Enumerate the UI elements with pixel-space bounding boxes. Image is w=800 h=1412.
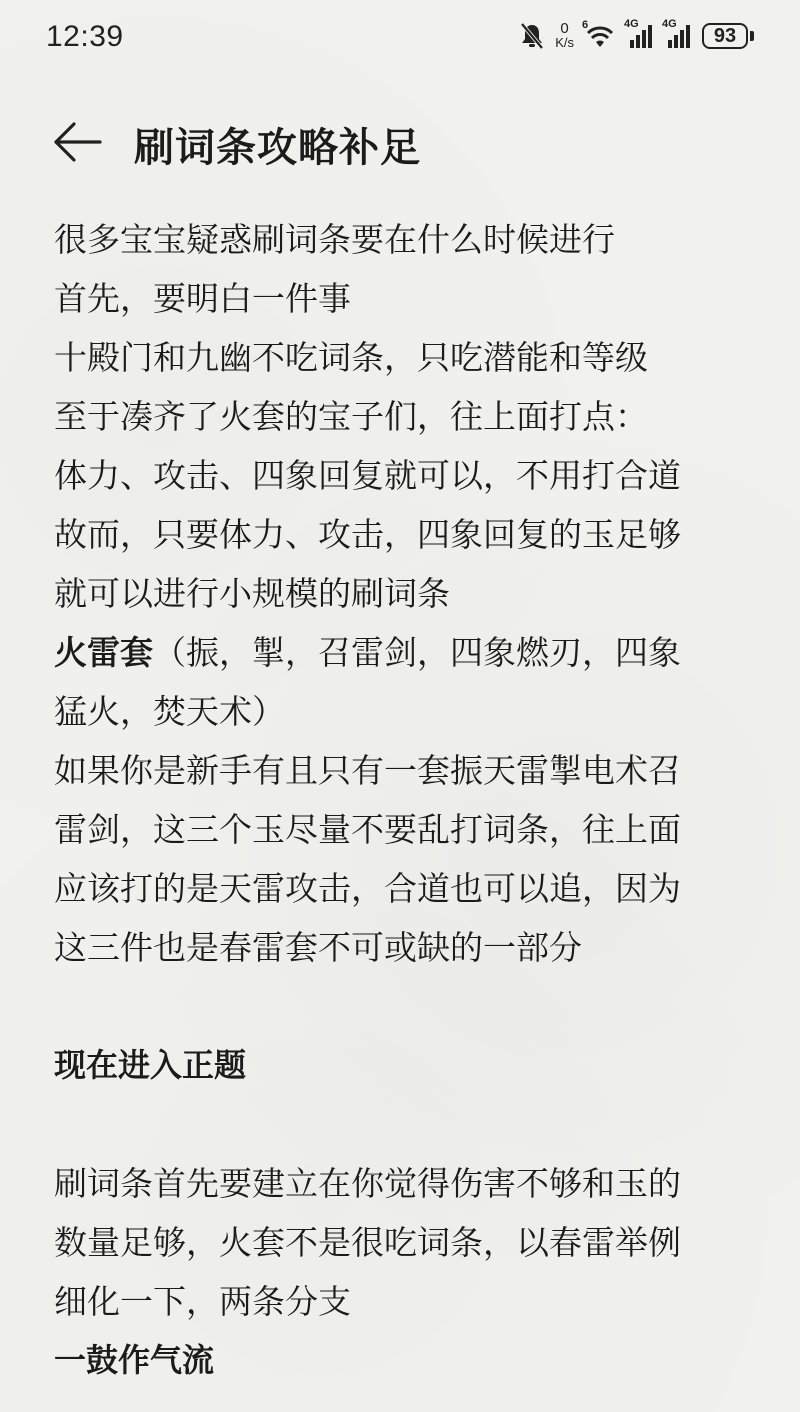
signal-icon-2 <box>662 18 692 50</box>
text-line: 故而，只要体力、攻击，四象回复的玉足够 <box>54 515 681 554</box>
signal-2-label: 4G <box>662 18 677 30</box>
wifi-icon <box>582 19 616 49</box>
status-time: 12:39 <box>46 20 124 53</box>
status-icons <box>519 18 754 50</box>
text-line: 这三件也是春雷套不可或缺的一部分 <box>54 928 582 967</box>
blank-line <box>54 977 754 1036</box>
network-speed-value: 0 <box>560 20 569 37</box>
article-content <box>54 210 754 1390</box>
page-title: 刷词条攻略补足 <box>134 125 421 171</box>
blank-line <box>54 1095 754 1154</box>
signal-icon-1 <box>624 18 654 50</box>
text-line: 至于凑齐了火套的宝子们，往上面打点： <box>54 397 648 436</box>
text-line: 雷剑，这三个玉尽量不要乱打词条，往上面 <box>54 810 681 849</box>
text-line-fire-set <box>54 623 754 682</box>
network-speed <box>555 22 574 50</box>
text-line: 刷词条首先要建立在你觉得伤害不够和玉的 <box>54 1164 681 1203</box>
battery-icon <box>702 23 754 49</box>
text-line: 十殿门和九幽不吃词条，只吃潜能和等级 <box>54 338 648 377</box>
fire-set-label: 火雷套 <box>54 633 153 672</box>
text-line: 猛火，焚天术） <box>54 692 285 731</box>
section-heading: 现在进入正题 <box>54 1046 247 1084</box>
text-line: 如果你是新手有且只有一套振天雷掣电术召 <box>54 751 681 790</box>
text-line: 数量足够，火套不是很吃词条，以春雷举例 <box>54 1223 681 1262</box>
wifi-label: 6 <box>582 19 589 31</box>
text-line: 体力、攻击、四象回复就可以，不用打合道 <box>54 456 681 495</box>
network-speed-unit: K/s <box>555 35 574 50</box>
text-line: 细化一下，两条分支 <box>54 1282 351 1321</box>
signal-1-label: 4G <box>624 18 639 30</box>
bell-muted-icon <box>519 22 545 50</box>
text-line: 首先，要明白一件事 <box>54 279 351 318</box>
status-bar <box>0 0 800 80</box>
header <box>0 108 800 178</box>
text-line: 很多宝宝疑惑刷词条要在什么时候进行 <box>54 220 615 259</box>
back-button[interactable] <box>52 120 104 164</box>
text-line: 应该打的是天雷攻击，合道也可以追，因为 <box>54 869 681 908</box>
text-line: 就可以进行小规模的刷词条 <box>54 574 450 613</box>
arrow-left-icon <box>52 120 104 164</box>
battery-level: 93 <box>702 23 748 49</box>
fire-set-items: （振，掣，召雷剑，四象燃刃，四象 <box>153 633 681 672</box>
sub-heading: 一鼓作气流 <box>54 1341 215 1379</box>
